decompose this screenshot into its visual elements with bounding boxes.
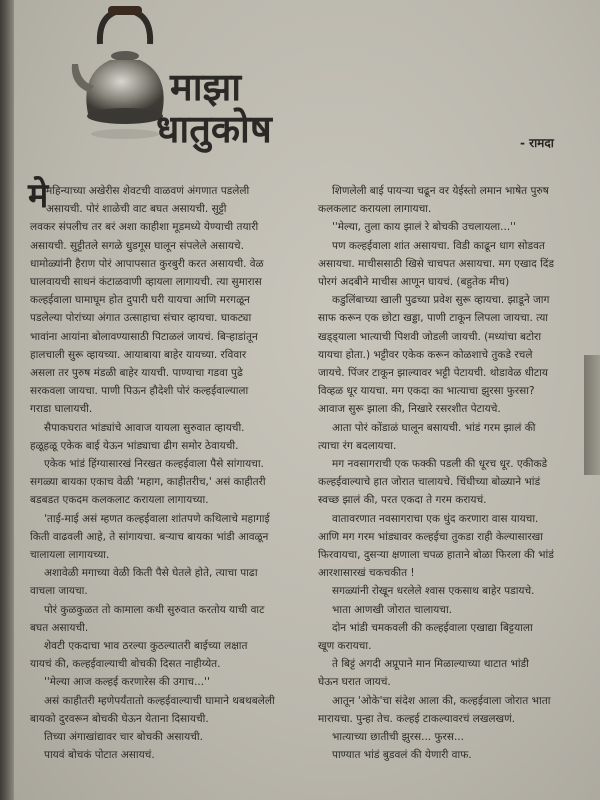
paragraph-line: असायची. सुट्टीतले सगळे धुडगूस घालून संपलेले असायचे. — [30, 239, 244, 252]
paragraph-line: 'ताई-माई असं म्हणत कल्हईवाला शांतपणे कथिलाचे महागाई — [44, 512, 270, 525]
paragraph-line: कडुलिंबाच्या खाली पुढच्या प्रवेश सुरू व्हायचा. झाडूने जाग — [332, 294, 550, 307]
paragraph-line: धामोळ्यांनी हैराण पोरं आपापसात कुरबुरी करत असायची. वेळ — [30, 257, 264, 270]
paragraph-line: सरकवला जायचा. पाणी पिऊन हौदेशी पोरं कल्हईवाल्याला — [30, 385, 249, 398]
paragraph-line: यायचा होता.) भट्टीवर एकेक करून कोळशाचे तुकडे रचले — [318, 348, 533, 361]
paragraph-line: पोरं कुळकुळत तो कामाला कधी सुरुवात करतोय याची वाट — [44, 603, 265, 616]
paragraph-line: आतून 'ओके'चा संदेश आला की, कल्हईवाला जोरात भाता — [332, 694, 551, 707]
paragraph-line: घालवायची साधनं कंटाळवाणी व्हायला लागायची. त्या सुमारास — [30, 276, 262, 289]
paragraph-line: आणि मग गरम भांड्यावर कल्हईचा तुकडा राही केल्यासारखा — [318, 530, 543, 543]
paragraph-line: अशावेळी मगाच्या वेळी किती पैसे घेतले होते, त्याचा पाढा — [44, 567, 258, 580]
paragraph-line: वाचला जायचा. — [30, 585, 88, 598]
paragraph-line: बघत असायची. — [30, 621, 89, 634]
paragraph-line: हळूहळू एकेक बाई येऊन भांड्याचा ढीग समोर ठेवायची. — [30, 439, 239, 452]
paragraph-line: पण कल्हईवाला शांत असायचा. विडी काढून धाग सोडवत — [332, 239, 545, 252]
title-line-1: माझा — [170, 64, 242, 109]
paragraph-line: असला तर पुरुष मंडळी बाहेर यायची. पाण्याचा गडवा पुढे — [30, 367, 243, 380]
paragraph-line: जायचे. पिंजर टाकून झाल्यावर भट्टी पेटायची. थोडावेळ धीटाय — [318, 367, 548, 380]
paragraph-line: पडलेल्या पोरांच्या अंगात उत्साहाचा संचार व्हायचा. घाकट्या — [30, 312, 252, 325]
paragraph-line: सगळ्या बायका एकाच वेळी 'महाग, काहीतरीच,' असं काहीतरी — [30, 476, 266, 489]
paragraph-line: असायची. पोरं शाळेची वाट बघत असायची. सुट्टी — [46, 203, 227, 216]
left-column — [30, 182, 300, 765]
paragraph-line: खड्ड्याला भात्याची पिशवी जोडली जायची. (मध्यांचा बटोरा — [318, 330, 542, 343]
drop-cap: मे — [28, 176, 49, 216]
page-edge-tab — [584, 355, 600, 475]
paragraph-line: गराडा घालायची. — [30, 403, 93, 416]
paragraph-line: ते बिट्टं अगदी अप्रूपाने मान मिळाल्याच्या थाटात भांडी — [332, 658, 529, 671]
paragraph-line: पाण्यात भांडं बुडवलं की येणारी वाफ. — [332, 749, 472, 762]
paragraph-line: पायवं बोचकं पोटात असायचं. — [44, 749, 155, 762]
paragraph-line: महिन्याच्या अखेरीस शेवटची वाळवणं अंगणात पडलेली — [46, 185, 250, 197]
paragraph-line: भावांना आयांना बोलावण्यासाठी पिटाळलं जायचं. बिऱ्हाडांतून — [30, 330, 258, 343]
paragraph-line: वातावरणात नवसागराचा एक धुंद करणारा वास यायचा. — [332, 512, 539, 525]
paragraph-line: हालचाली सुरू व्हायच्या. आयाबाया बाहेर यायच्या. रविवार — [30, 348, 247, 361]
paragraph-line: एकेक भांडं हिंग्यासारखं निरखत कल्हईवाला पैसे सांगायचा. — [44, 458, 264, 471]
paragraph-line: लवकर संपलीच तर बरं अशा काहीशा मूडमध्ये येण्याची तयारी — [30, 221, 259, 234]
paragraph-line: त्याचा रंग बदलायचा. — [318, 439, 397, 452]
paragraph-line: कल्हईवाल्याचे हात जोरात चालायचे. चिंधीच्या बोळ्याने भांडं — [318, 476, 541, 489]
paragraph-line: आरशासारखं चकचकीत ! — [318, 567, 415, 580]
paragraph-line: बडबडत एकदम कलकलाट करायला लागायच्या. — [30, 494, 209, 507]
paragraph-line: मारायचा. पुन्हा तेच. कल्हई टाकल्यावरचं लखलखणं. — [318, 712, 516, 725]
paragraph-line: सैपाकघरात भांड्यांचे आवाज यायला सुरुवात व्हायची. — [44, 421, 245, 434]
paragraph-line: मग नवसागराची एक फक्की पडली की धूरच धूर. एकीकडे — [332, 458, 548, 471]
paragraph-line: ''मेल्या आज कल्हई करणारेस की उगाच...'' — [44, 676, 210, 689]
paragraph-line: दोन भांडी चमकवली की कल्हईवाला एखाद्या बिट्टयाला — [332, 621, 533, 634]
paragraph-line: घेऊन घरात जायचं. — [318, 676, 391, 689]
paragraph-line: फिरवायचा, दुसऱ्या क्षणाला चपळ हाताने बोळा फिरला की भांडं — [318, 549, 554, 562]
paragraph-line: ''मेल्या, तुला काय झालं रे बोचकी उचलायला...'' — [332, 221, 516, 234]
paragraph-line: सगळ्यांनी रोखून धरलेले श्वास एकसाथ बाहेर पडायचे. — [332, 585, 535, 598]
author-byline: - रामदा — [520, 136, 554, 150]
article-title — [156, 64, 310, 151]
paragraph-line: साफ करून एक छोटा खड्डा, पाणी टाकून लिपला जायचा. त्या — [318, 312, 549, 325]
paragraph-line: बायको दुरवरून बोचकी घेऊन येताना दिसायची. — [30, 712, 209, 725]
paragraph-line: तिच्या अंगाखांद्यावर चार बोचकी असायची. — [44, 731, 203, 744]
paragraph-line: शिणलेली बाई पायऱ्या चढून वर येईस्तो लमान भाषेत पुरुष — [332, 185, 549, 197]
right-column — [318, 182, 586, 765]
paragraph-line: आता पोरं कोंडाळं घालून बसायची. भांडं गरम झालं की — [332, 421, 536, 434]
paragraph-line: स्वच्छ झालं की, परत एकदा ते गरम करायचं. — [318, 494, 487, 507]
paragraph-line: असं काहीतरी म्हणेपर्यंतातो कल्हईवाल्याची घामाने थबथबलेली — [44, 694, 275, 707]
title-line-2: धातुकोष — [156, 106, 272, 151]
paragraph-line: किती वाढवली आहे, ते सांगायचा. बऱ्याच बायका भांडी आवळून — [30, 530, 269, 543]
paragraph-line: विव्हळ धूर यायचा. मग एकदा का भात्याचा झुरसा फुरसा? — [318, 385, 535, 398]
paragraph-line: कल्हईवाला घामाघूम होत दुपारी घरी यायचा आणि मरगळून — [30, 294, 250, 307]
paragraph-line: चालायला लागायच्या. — [30, 549, 110, 562]
paragraph-line: भाता आणखी जोरात चालायचा. — [332, 603, 452, 616]
paragraph-line: खूण करायचा. — [318, 640, 372, 653]
paragraph-line: कलकलाट करायला लागायचा. — [318, 203, 432, 216]
paragraph-line: पोरगं अदबीने माचीस आणून घायचं. (बहुतेक मीच) — [318, 276, 510, 289]
paragraph-line: भात्याच्या छातीची झुरस... फुरस... — [332, 731, 464, 744]
paragraph-line: असायचा. माचीससाठी खिसे चाचपत असायचा. मग एखाद दिंड — [318, 257, 554, 270]
paragraph-line: यायचं की, कल्हईवाल्याची बोचकी दिसत नाहीय्येत. — [30, 658, 221, 671]
paragraph-line: आवाज सुरू झाला की, निखारे रसरशीत पेटायचे. — [318, 403, 501, 416]
paragraph-line: शेवटी एकदाचा भाव ठरल्या कुठल्यातरी बाईच्या लक्षात — [44, 640, 248, 653]
